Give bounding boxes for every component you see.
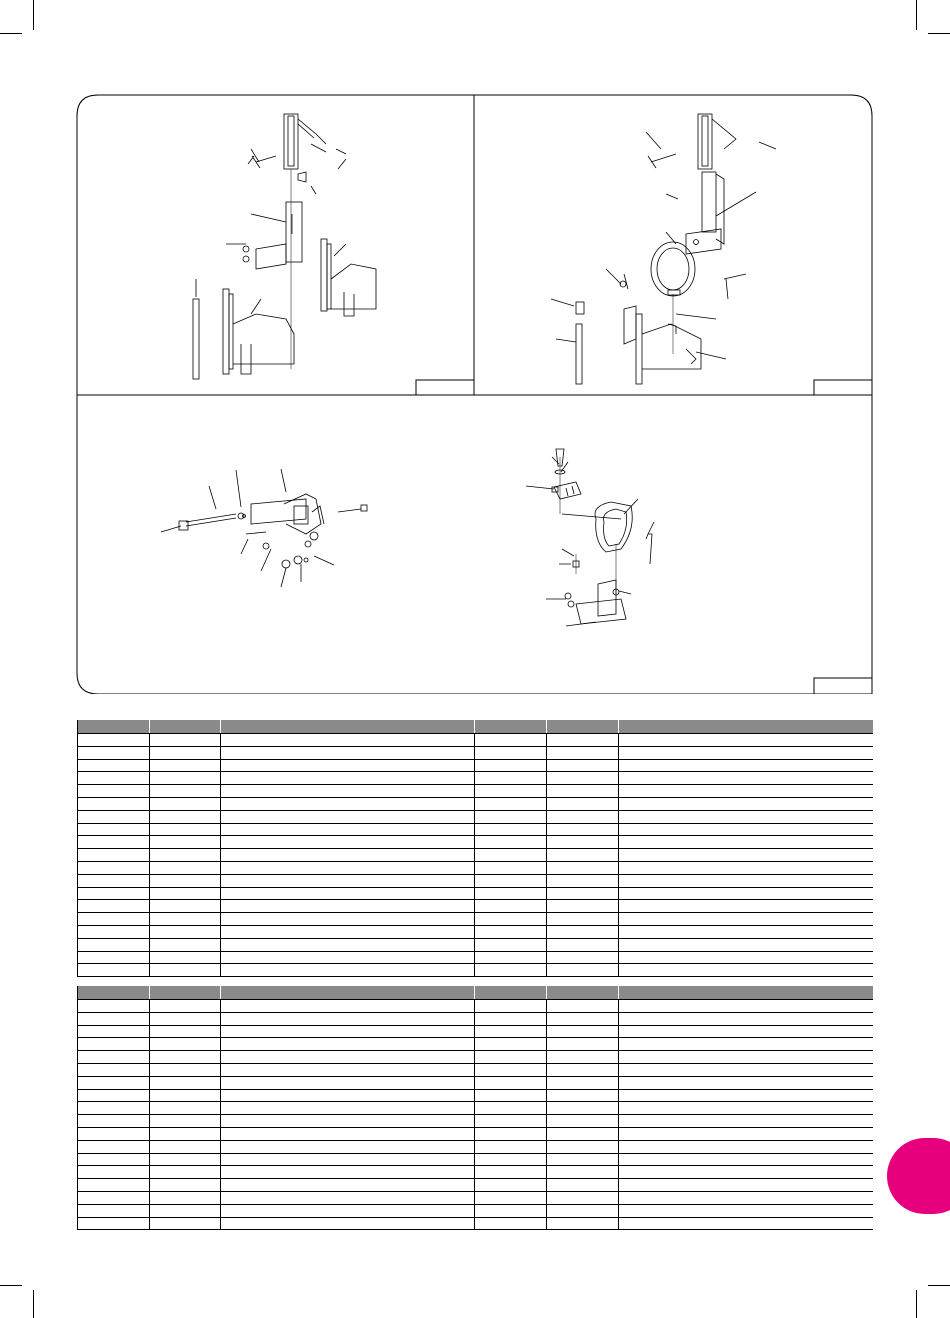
table-cell [547, 1191, 619, 1204]
table-row [78, 1217, 873, 1230]
table-cell [78, 1179, 150, 1192]
table-cell [619, 823, 873, 836]
figure-bottom-right-assembly [526, 449, 654, 626]
crop-mark [928, 33, 950, 34]
table-row [78, 746, 873, 759]
table-row [78, 1140, 873, 1153]
table-cell [547, 1166, 619, 1179]
table-cell [475, 1166, 547, 1179]
table-cell [221, 951, 475, 964]
table-cell [547, 900, 619, 913]
table-cell [150, 849, 221, 862]
table-cell [547, 1153, 619, 1166]
table-cell [150, 1153, 221, 1166]
table-cell [619, 1089, 873, 1102]
table-cell [475, 1115, 547, 1128]
table-cell [475, 810, 547, 823]
table-cell [475, 1153, 547, 1166]
table-cell [221, 734, 475, 747]
table-cell [475, 887, 547, 900]
parts-table-lower [77, 986, 873, 1230]
table-row [78, 925, 873, 938]
table-row [78, 1153, 873, 1166]
table-cell [78, 1038, 150, 1051]
table-cell [619, 1102, 873, 1115]
table-cell [475, 1217, 547, 1230]
table-cell [619, 900, 873, 913]
table-cell [475, 951, 547, 964]
table-row [78, 1038, 873, 1051]
table-row [78, 1166, 873, 1179]
column-header [78, 720, 150, 734]
table-cell [221, 964, 475, 977]
table-cell [150, 1115, 221, 1128]
table-row [78, 849, 873, 862]
figure-top-right [551, 114, 776, 384]
table-cell [619, 1153, 873, 1166]
table-cell [150, 797, 221, 810]
crop-mark [916, 0, 917, 30]
table-cell [221, 900, 475, 913]
table-cell [150, 861, 221, 874]
table-cell [221, 810, 475, 823]
table-cell [221, 836, 475, 849]
table-cell [78, 785, 150, 798]
table-cell [221, 1089, 475, 1102]
table-cell [619, 810, 873, 823]
table-row [78, 797, 873, 810]
table-cell [150, 1076, 221, 1089]
table-row [78, 1063, 873, 1076]
table-cell [475, 900, 547, 913]
table-cell [547, 861, 619, 874]
table-cell [150, 1089, 221, 1102]
table-cell [619, 1191, 873, 1204]
table-cell [547, 951, 619, 964]
table-cell [221, 913, 475, 926]
table-row [78, 951, 873, 964]
table-cell [619, 874, 873, 887]
table-cell [619, 746, 873, 759]
table-cell [475, 1102, 547, 1115]
table-cell [547, 938, 619, 951]
column-header [150, 720, 221, 734]
table-cell [475, 964, 547, 977]
table-cell [78, 734, 150, 747]
table-cell [547, 1115, 619, 1128]
table-row [78, 759, 873, 772]
table-cell [547, 734, 619, 747]
table-cell [475, 913, 547, 926]
table-row [78, 836, 873, 849]
table-cell [78, 849, 150, 862]
table-row [78, 1000, 873, 1013]
table-cell [547, 810, 619, 823]
table-row [78, 1204, 873, 1217]
table-cell [619, 1127, 873, 1140]
table-cell [150, 964, 221, 977]
table-cell [547, 1217, 619, 1230]
table-cell [547, 874, 619, 887]
table-row [78, 785, 873, 798]
table-cell [619, 938, 873, 951]
table-cell [221, 938, 475, 951]
table-cell [619, 797, 873, 810]
table-row [78, 887, 873, 900]
table-row [78, 772, 873, 785]
table-cell [475, 1038, 547, 1051]
figure-top-left [193, 114, 376, 379]
table-cell [475, 772, 547, 785]
table-cell [619, 1012, 873, 1025]
table-cell [78, 925, 150, 938]
table-cell [547, 964, 619, 977]
table-cell [78, 861, 150, 874]
table-row [78, 1115, 873, 1128]
table-cell [619, 1025, 873, 1038]
table-cell [150, 823, 221, 836]
table-cell [475, 746, 547, 759]
table-cell [547, 746, 619, 759]
table-cell [221, 1115, 475, 1128]
table-cell [78, 938, 150, 951]
table-cell [475, 874, 547, 887]
table-cell [78, 746, 150, 759]
table-row [78, 900, 873, 913]
table-cell [619, 836, 873, 849]
table-cell [619, 1140, 873, 1153]
table-cell [221, 1102, 475, 1115]
table-cell [78, 1140, 150, 1153]
table-cell [150, 734, 221, 747]
table-cell [150, 836, 221, 849]
table-cell [78, 823, 150, 836]
figure-bottom-left-assembly [161, 469, 367, 587]
table-cell [547, 1204, 619, 1217]
table-cell [78, 836, 150, 849]
table-cell [547, 772, 619, 785]
table-row [78, 861, 873, 874]
table-cell [475, 849, 547, 862]
table-cell [475, 1191, 547, 1204]
table-cell [619, 759, 873, 772]
table-row [78, 1025, 873, 1038]
table-cell [547, 797, 619, 810]
table-cell [619, 964, 873, 977]
table-cell [475, 1127, 547, 1140]
crop-mark [928, 1285, 950, 1286]
table-cell [150, 1051, 221, 1064]
table-cell [221, 849, 475, 862]
parts-table-upper [77, 720, 873, 977]
table-cell [150, 810, 221, 823]
table-cell [78, 810, 150, 823]
table-cell [475, 1089, 547, 1102]
table-row [78, 964, 873, 977]
table-cell [78, 1127, 150, 1140]
table-cell [547, 1140, 619, 1153]
table-cell [475, 797, 547, 810]
table-cell [547, 823, 619, 836]
table-cell [221, 887, 475, 900]
table-cell [78, 1166, 150, 1179]
table-cell [221, 1153, 475, 1166]
table-row [78, 823, 873, 836]
exploded-views-drawing [76, 94, 873, 694]
table-cell [150, 1102, 221, 1115]
table-cell [150, 1127, 221, 1140]
table-header-row [78, 986, 873, 1000]
table-cell [547, 1051, 619, 1064]
crop-mark [916, 1290, 917, 1318]
table-cell [78, 1217, 150, 1230]
table-cell [475, 785, 547, 798]
table-cell [150, 1012, 221, 1025]
column-header [619, 720, 873, 734]
table-cell [619, 951, 873, 964]
table-cell [619, 1179, 873, 1192]
table-cell [78, 1089, 150, 1102]
table-row [78, 1089, 873, 1102]
table-cell [475, 1076, 547, 1089]
table-cell [150, 785, 221, 798]
table-cell [221, 746, 475, 759]
table-cell [547, 913, 619, 926]
table-cell [619, 1000, 873, 1013]
table-cell [221, 1204, 475, 1217]
table-cell [547, 1127, 619, 1140]
table-cell [475, 1051, 547, 1064]
table-cell [78, 1063, 150, 1076]
table-cell [150, 1217, 221, 1230]
table-header-row [78, 720, 873, 734]
table-cell [150, 938, 221, 951]
crop-mark [33, 0, 34, 30]
table-cell [221, 1076, 475, 1089]
table-cell [619, 785, 873, 798]
table-cell [221, 1140, 475, 1153]
table-cell [78, 1115, 150, 1128]
table-cell [150, 925, 221, 938]
column-header [547, 720, 619, 734]
table-row [78, 1051, 873, 1064]
table-cell [619, 1204, 873, 1217]
table-cell [221, 1012, 475, 1025]
table-cell [221, 1038, 475, 1051]
table-cell [221, 797, 475, 810]
table-cell [221, 1063, 475, 1076]
table-cell [475, 759, 547, 772]
table-cell [475, 836, 547, 849]
table-cell [619, 925, 873, 938]
table-cell [150, 1204, 221, 1217]
table-cell [78, 759, 150, 772]
column-header [475, 720, 547, 734]
crop-mark [0, 1285, 22, 1286]
table-cell [619, 734, 873, 747]
table-cell [221, 861, 475, 874]
table-cell [221, 1166, 475, 1179]
column-header [221, 720, 475, 734]
table-cell [221, 1191, 475, 1204]
column-header [221, 986, 475, 1000]
table-cell [150, 759, 221, 772]
table-cell [475, 1063, 547, 1076]
table-cell [221, 772, 475, 785]
table-cell [150, 1191, 221, 1204]
table-cell [619, 887, 873, 900]
table-row [78, 1127, 873, 1140]
crop-mark [33, 1290, 34, 1318]
table-cell [78, 887, 150, 900]
table-cell [547, 1012, 619, 1025]
table-row [78, 1102, 873, 1115]
table-cell [221, 1217, 475, 1230]
table-cell [78, 1025, 150, 1038]
table-cell [78, 1051, 150, 1064]
table-cell [475, 861, 547, 874]
exploded-views-panel [76, 94, 873, 694]
table-cell [619, 1217, 873, 1230]
column-header [619, 986, 873, 1000]
table-cell [619, 1063, 873, 1076]
table-cell [547, 785, 619, 798]
table-cell [78, 1000, 150, 1013]
table-cell [221, 1127, 475, 1140]
table-cell [619, 1038, 873, 1051]
table-cell [221, 1179, 475, 1192]
table-cell [221, 1051, 475, 1064]
crop-mark [0, 33, 22, 34]
column-header [547, 986, 619, 1000]
table-cell [78, 913, 150, 926]
table-cell [547, 1089, 619, 1102]
column-header [475, 986, 547, 1000]
table-cell [78, 964, 150, 977]
table-cell [547, 925, 619, 938]
table-cell [475, 823, 547, 836]
section-tab-marker [887, 1138, 950, 1214]
table-cell [547, 759, 619, 772]
table-cell [475, 1140, 547, 1153]
table-cell [150, 951, 221, 964]
table-cell [150, 900, 221, 913]
table-cell [150, 1166, 221, 1179]
table-cell [547, 836, 619, 849]
table-cell [150, 746, 221, 759]
table-cell [221, 874, 475, 887]
table-cell [547, 887, 619, 900]
table-cell [475, 734, 547, 747]
table-cell [221, 1000, 475, 1013]
table-cell [547, 1063, 619, 1076]
table-cell [547, 849, 619, 862]
table-cell [150, 1000, 221, 1013]
table-cell [150, 1063, 221, 1076]
table-cell [547, 1179, 619, 1192]
table-cell [150, 772, 221, 785]
table-row [78, 1191, 873, 1204]
table-row [78, 1012, 873, 1025]
table-cell [150, 874, 221, 887]
table-cell [475, 1000, 547, 1013]
table-cell [221, 759, 475, 772]
table-cell [150, 887, 221, 900]
table-cell [475, 1025, 547, 1038]
table-cell [150, 913, 221, 926]
table-row [78, 913, 873, 926]
table-cell [619, 1076, 873, 1089]
table-cell [78, 772, 150, 785]
table-cell [221, 785, 475, 798]
table-cell [547, 1000, 619, 1013]
table-cell [475, 1204, 547, 1217]
table-cell [78, 1153, 150, 1166]
column-header [150, 986, 221, 1000]
table-cell [221, 823, 475, 836]
table-cell [619, 1051, 873, 1064]
table-row [78, 938, 873, 951]
column-header [78, 986, 150, 1000]
table-cell [78, 797, 150, 810]
table-cell [78, 1076, 150, 1089]
table-cell [78, 1204, 150, 1217]
table-cell [619, 861, 873, 874]
table-cell [619, 849, 873, 862]
table-cell [547, 1102, 619, 1115]
table-row [78, 1076, 873, 1089]
table-cell [619, 772, 873, 785]
table-cell [547, 1025, 619, 1038]
table-cell [475, 1012, 547, 1025]
table-cell [78, 900, 150, 913]
table-cell [547, 1038, 619, 1051]
table-cell [150, 1179, 221, 1192]
table-cell [619, 913, 873, 926]
table-cell [619, 1115, 873, 1128]
table-cell [475, 925, 547, 938]
table-cell [150, 1038, 221, 1051]
table-cell [150, 1025, 221, 1038]
table-row [78, 874, 873, 887]
table-row [78, 1179, 873, 1192]
table-cell [619, 1166, 873, 1179]
table-cell [475, 1179, 547, 1192]
table-cell [78, 951, 150, 964]
table-cell [221, 925, 475, 938]
table-cell [221, 1025, 475, 1038]
table-row [78, 734, 873, 747]
table-row [78, 810, 873, 823]
table-cell [547, 1076, 619, 1089]
table-cell [150, 1140, 221, 1153]
table-cell [78, 1012, 150, 1025]
table-cell [78, 1191, 150, 1204]
table-cell [78, 874, 150, 887]
table-cell [78, 1102, 150, 1115]
table-cell [475, 938, 547, 951]
